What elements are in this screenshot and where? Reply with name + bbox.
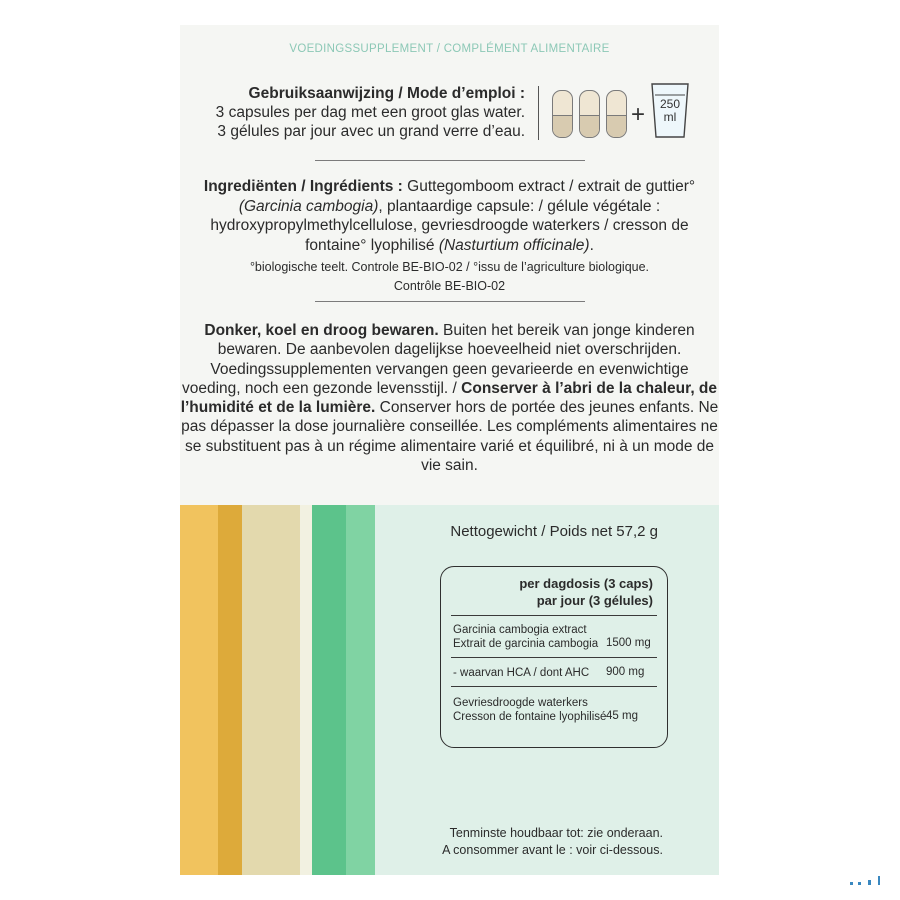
table-divider [451, 657, 657, 658]
glass-volume: 250 [659, 97, 681, 111]
capsule-icon [606, 90, 627, 138]
usage-instructions [180, 84, 525, 141]
row-name-line: - waarvan HCA / dont AHC [453, 667, 590, 679]
section-divider [315, 160, 585, 161]
nutrition-table [440, 566, 668, 748]
storage-text-fr: Conserver hors de portée des jeunes enfants. Ne pas dépasser la dose journalière conseillée. Les compléments alimentaires ne se substituent pas à un régime alimentaire varié et équilibré, ni à un mode de vie sain. [181, 399, 719, 475]
nutrition-header-nl: per dagdosis (3 caps) [519, 576, 653, 591]
nutrition-header-fr: par jour (3 gélules) [536, 593, 653, 608]
usage-heading: Gebruiksaanwijzing / Mode d’emploi : [248, 85, 525, 102]
latin-name-garcinia: (Garcinia cambogia) [238, 197, 379, 215]
glass-unit: ml [663, 110, 677, 124]
usage-line-nl: 3 capsules per dag met een groot glas water. [215, 104, 525, 121]
organic-note [180, 258, 719, 296]
plus-sign: + [631, 101, 646, 128]
ingredients-part-a: Guttegomboom extract / extrait de guttier° [402, 178, 696, 195]
table-row-name [453, 666, 589, 680]
decor-stripe-lightgreen [346, 505, 375, 875]
decor-stripe-beige [242, 505, 300, 875]
decor-stripe-green [312, 505, 346, 875]
ingredients-heading: Ingrediënten / Ingrédients : [203, 178, 403, 195]
category-header: VOEDINGSSUPPLEMENT / COMPLÉMENT ALIMENTAIRE [289, 43, 610, 55]
organic-note-line2: Contrôle BE-BIO-02 [393, 279, 506, 293]
table-row-amount: 45 mg [606, 710, 638, 722]
storage-heading-fr: Conserver à l’abri de la chaleur, de l’humidité et de la lumière. [180, 379, 718, 417]
row-name-line: Gevriesdroogde waterkers [453, 697, 588, 709]
best-before-nl: Tenminste houdbaar tot: zie onderaan. [449, 826, 663, 840]
table-divider [451, 615, 657, 616]
table-row-amount: 1500 mg [606, 637, 651, 649]
nutrition-header [441, 575, 653, 609]
section-divider [315, 301, 585, 302]
storage-warnings [180, 321, 719, 475]
best-before-fr: A consommer avant le : voir ci-dessous. [442, 843, 663, 857]
row-name-line: Cresson de fontaine lyophilisé [453, 711, 607, 723]
organic-note-line1: °biologische teelt. Controle BE-BIO-02 / °issu de l’agriculture biologique. [249, 260, 650, 274]
table-row-amount: 900 mg [606, 666, 645, 678]
latin-name-nasturtium: (Nasturtium officinale) [438, 236, 590, 254]
row-name-line: Extrait de garcinia cambogia [453, 638, 599, 650]
row-name-line: Garcinia cambogia extract [453, 624, 587, 636]
table-row-name [453, 623, 598, 651]
capsule-icon [579, 90, 600, 138]
usage-divider [538, 86, 539, 140]
brand-mark-icon [848, 874, 884, 888]
decor-stripe-ochre [218, 505, 242, 875]
table-divider [451, 686, 657, 687]
best-before-note [375, 825, 663, 859]
capsule-icon [552, 90, 573, 138]
storage-heading-nl: Donker, koel en droog bewaren. [204, 322, 439, 339]
ingredients-part-c: . [589, 236, 594, 254]
net-weight: Nettogewicht / Poids net 57,2 g [450, 523, 658, 540]
storage-text-nl: Buiten het bereik van jonge kinderen bewaren. De aanbevolen dagelijkse hoeveelheid niet overschrijden. Voedingssupplementen vervangen geen gevarieerde en evenwichtige voeding, noch een gezonde levensstijl. / [181, 322, 695, 397]
ingredients-text [180, 177, 719, 255]
ingredients-part-b: , plantaardige capsule: / gélule végétale : hydroxypropylmethylcellulose, gevriesdroogde waterkers / cresson de fontaine° lyophilisé [210, 197, 689, 254]
decor-stripe-yellow [180, 505, 218, 875]
decor-stripe-cream [300, 505, 312, 875]
table-row-name [453, 696, 606, 724]
glass-volume-label [651, 98, 689, 124]
usage-line-fr: 3 gélules par jour avec un grand verre d’eau. [217, 123, 525, 140]
